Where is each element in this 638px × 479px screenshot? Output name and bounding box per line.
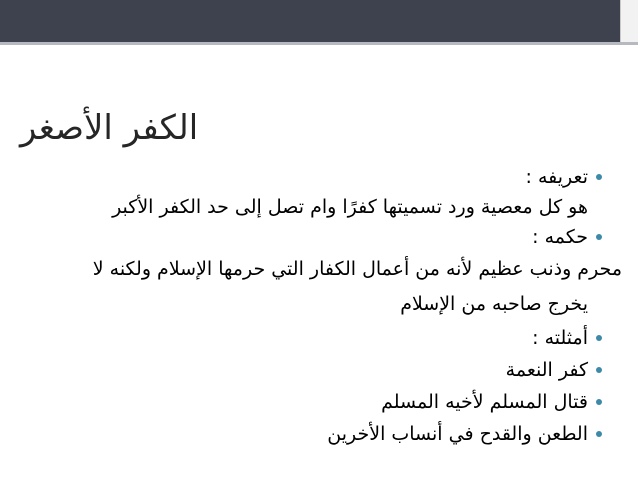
bullet-example-2: قتال المسلم لأخيه المسلم: [12, 386, 602, 418]
header-divider: [0, 42, 638, 45]
bullet-definition-heading: تعريفه :: [12, 162, 602, 192]
slide-body: [12, 162, 622, 450]
bullet-example-3: الطعن والقدح في أنساب الأخرين: [12, 418, 602, 450]
header-accent: [620, 0, 638, 42]
ruling-text-continued: يخرج صاحبه من الإسلام: [400, 293, 588, 315]
definition-text: هو كل معصية ورد تسميتها كفرًا وام تصل إلى حد الكفر الأكبر: [112, 196, 588, 218]
header-bar: [0, 0, 638, 42]
bullet-ruling-heading: حكمه :: [12, 222, 602, 252]
bullet-example-1: كفر النعمة: [12, 354, 602, 386]
ruling-text: محرم وذنب عظيم لأنه من أعمال الكفار التي حرمها الإسلام ولكنه لا: [92, 258, 622, 280]
bullet-examples-heading: أمثلته :: [12, 322, 602, 354]
slide-title: الكفر الأصغر: [20, 108, 199, 148]
